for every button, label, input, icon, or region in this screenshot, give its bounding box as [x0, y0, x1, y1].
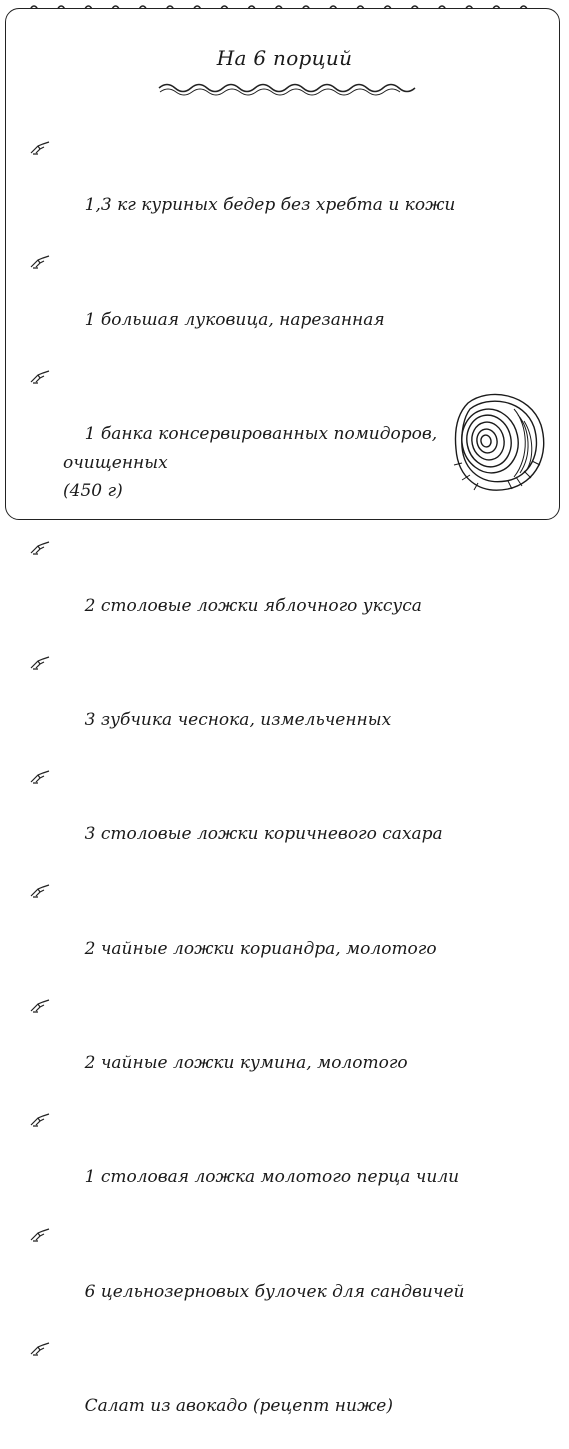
ingredient-item — [30, 649, 540, 763]
servings-title: На 6 порций — [216, 46, 353, 70]
ingredient-text: 1,3 кг куриных бедер без хребта и кожи — [84, 195, 456, 216]
ingredient-text: 2 чайные ложки кумина, молотого — [84, 1053, 408, 1073]
ingredient-item — [30, 877, 540, 991]
ingredient-item — [30, 134, 540, 248]
writing-hand-icon — [30, 255, 50, 269]
ingredient-text: Салат из авокадо (рецепт ниже) — [84, 1396, 393, 1417]
ingredient-list — [30, 134, 540, 1449]
ingredient-item — [30, 534, 540, 648]
writing-hand-icon — [30, 141, 50, 155]
ingredient-text: 2 столовые ложки яблочного уксуса — [84, 595, 422, 616]
ingredient-item — [30, 1221, 540, 1335]
ingredient-item — [30, 248, 540, 362]
ingredient-item — [30, 1106, 540, 1220]
wavy-divider — [157, 80, 412, 96]
ingredient-text: 1 столовая ложка молотого перца чили — [84, 1167, 460, 1188]
ingredient-text: 3 столовые ложки коричневого сахара — [84, 824, 443, 845]
ingredient-text: 2 чайные ложки кориандра, молотого — [84, 938, 437, 959]
writing-hand-icon — [30, 884, 50, 898]
ingredient-item — [30, 992, 540, 1106]
ingredient-item — [30, 1335, 540, 1449]
onion-icon — [448, 385, 548, 495]
writing-hand-icon — [30, 770, 50, 784]
ingredient-text: 6 цельнозерновых булочек для сандвичей — [84, 1281, 465, 1302]
ingredient-text: 1 большая луковица, нарезанная — [84, 309, 385, 330]
writing-hand-icon — [30, 1342, 50, 1356]
writing-hand-icon — [30, 999, 50, 1013]
ingredient-text: 3 зубчика чеснока, измельченных — [84, 709, 392, 730]
ingredient-item — [30, 763, 540, 877]
writing-hand-icon — [30, 541, 50, 555]
writing-hand-icon — [30, 656, 50, 670]
writing-hand-icon — [30, 1113, 50, 1127]
writing-hand-icon — [30, 370, 50, 384]
writing-hand-icon — [30, 1228, 50, 1242]
ingredient-text: 1 банка консервированных помидоров, очищенных (450 г) — [63, 423, 438, 502]
